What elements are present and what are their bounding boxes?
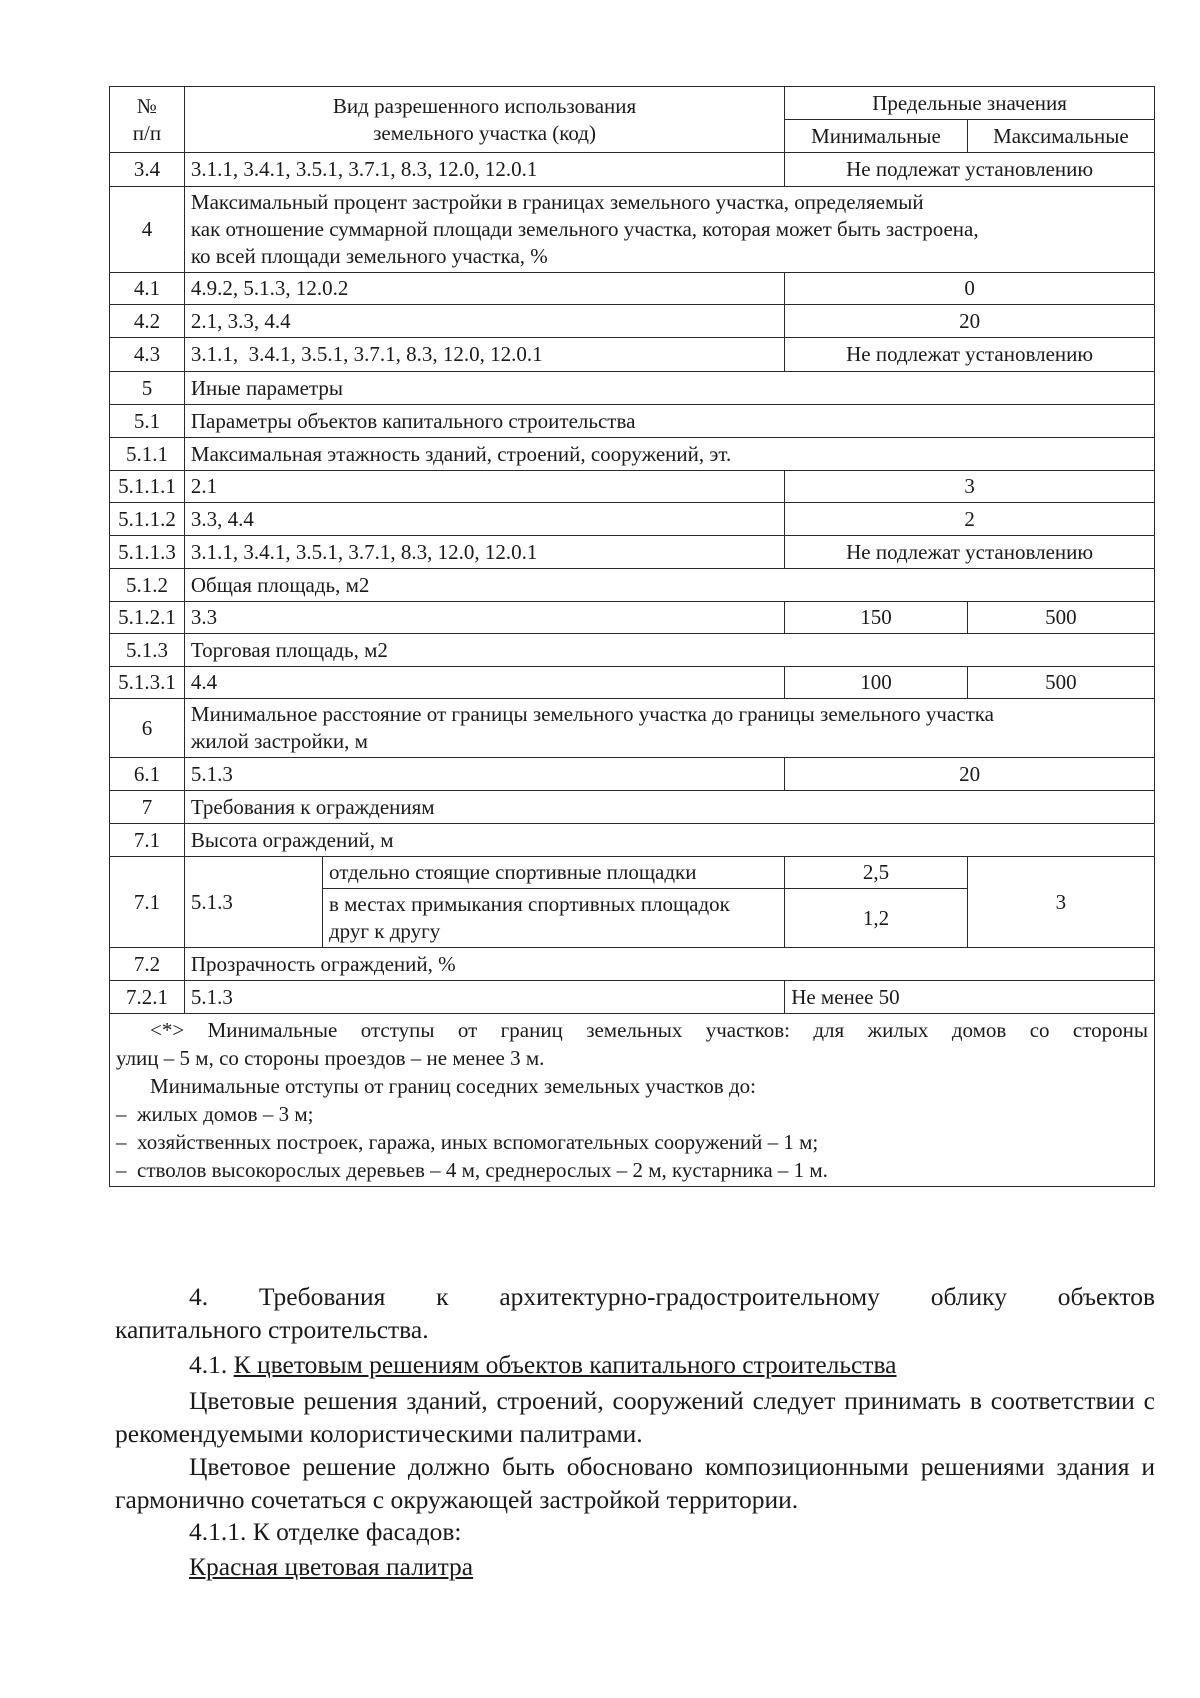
row-num: 7.2.1 (110, 981, 185, 1014)
row-code: 2.1, 3.3, 4.4 (184, 305, 784, 338)
row-text: Минимальное расстояние от границы земельного участка до границы земельного участка жилой застройки, м (184, 699, 1154, 758)
note-line: <*> Минимальные отступы от границ земельных участков: для жилых домов со стороны (150, 1018, 1148, 1042)
row-num: 4.1 (110, 273, 185, 305)
row-value: 2 (785, 503, 1155, 536)
header-kind: Вид разрешенного использования земельного участка (код) (184, 87, 784, 153)
row-value: 20 (785, 758, 1155, 791)
row-code: 3.1.1, 3.4.1, 3.5.1, 3.7.1, 8.3, 12.0, 12.0.1 (184, 153, 784, 187)
subsection-4-1-title: К цветовым решениям объектов капитального строительства (233, 1350, 897, 1379)
paragraph-color-solutions: Цветовые решения зданий, строений, сооружений следует принимать в соответствии с рекомендуемыми колористическими палитрами. (115, 1386, 1155, 1448)
row-value: Не менее 50 (785, 981, 1155, 1014)
table-row (110, 602, 1155, 634)
note-line: Минимальные отступы от границ соседних земельных участков до: (150, 1074, 756, 1098)
row-text: Максимальная этажность зданий, строений, сооружений, эт. (184, 438, 1154, 471)
row-max-value: 500 (967, 667, 1154, 699)
row-code: 5.1.3 (184, 758, 784, 791)
section-4-line-2: капитального строительства. (115, 1315, 429, 1344)
table-row (110, 503, 1155, 536)
table-row (110, 824, 1155, 857)
palette-title-text: Красная цветовая палитра (189, 1552, 474, 1581)
row-num: 5.1.1.3 (110, 536, 185, 569)
row-value: Не подлежат установлению (785, 338, 1155, 372)
row-min-value: 150 (785, 602, 968, 634)
row-text: Иные параметры (184, 372, 1154, 405)
row-num: 7.2 (110, 948, 185, 981)
row-num: 5.1.3 (110, 634, 185, 667)
note-line: улиц – 5 м, со стороны проездов – не менее 3 м. (116, 1046, 545, 1070)
row-num: 5.1.1.2 (110, 503, 185, 536)
table-row (110, 536, 1155, 569)
table-row (110, 338, 1155, 372)
row-num: 4.2 (110, 305, 185, 338)
table-row (110, 981, 1155, 1014)
row-text: Торговая площадь, м2 (184, 634, 1154, 667)
table-row (110, 667, 1155, 699)
row-num: 5.1.3.1 (110, 667, 185, 699)
row-num: 5.1.1 (110, 438, 185, 471)
row-num: 5.1.2.1 (110, 602, 185, 634)
row-num: 5.1.2 (110, 569, 185, 602)
row-value: 3 (785, 471, 1155, 503)
row-subtype: отдельно стоящие спортивные площадки (322, 857, 784, 889)
row-text: Общая площадь, м2 (184, 569, 1154, 602)
table-row (110, 758, 1155, 791)
note-line: – жилых домов – 3 м; (116, 1102, 314, 1126)
row-num: 5.1.1.1 (110, 471, 185, 503)
subsection-4-1-number: 4.1. (189, 1350, 234, 1379)
table-row (110, 634, 1155, 667)
note-line: – стволов высокорослых деревьев – 4 м, среднерослых – 2 м, кустарника – 1 м. (116, 1158, 828, 1182)
header-max: Максимальные (967, 120, 1154, 153)
table-row (110, 187, 1155, 273)
row-min-value: 1,2 (785, 889, 968, 948)
subsection-4-1-heading (115, 1348, 1155, 1381)
section-4-heading (115, 1280, 1155, 1346)
row-code: 3.1.1, 3.4.1, 3.5.1, 3.7.1, 8.3, 12.0, 12.0.1 (184, 536, 784, 569)
row-text: Параметры объектов капитального строительства (184, 405, 1154, 438)
row-num: 3.4 (110, 153, 185, 187)
row-code: 4.9.2, 5.1.3, 12.0.2 (184, 273, 784, 305)
table-row (110, 372, 1155, 405)
row-code: 5.1.3 (184, 857, 322, 948)
table-row (110, 405, 1155, 438)
row-value: 20 (785, 305, 1155, 338)
table-row (110, 153, 1155, 187)
row-num: 7 (110, 791, 185, 824)
table-row (110, 438, 1155, 471)
row-num: 6 (110, 699, 185, 758)
table-row (110, 791, 1155, 824)
row-text: Требования к ограждениям (184, 791, 1154, 824)
subsection-4-1-1-heading: 4.1.1. К отделке фасадов: (189, 1517, 462, 1546)
row-code: 5.1.3 (184, 981, 784, 1014)
table-header-row (110, 87, 1155, 120)
header-limits: Предельные значения (785, 87, 1155, 120)
row-text: Максимальный процент застройки в границах земельного участка, определяемый как отношение суммарной площади земельного участка, которая может быть застроена, ко всей площади земельного участка, % (184, 187, 1154, 273)
row-num: 7.1 (110, 824, 185, 857)
row-code: 4.4 (184, 667, 784, 699)
table-notes-row (110, 1014, 1155, 1187)
table-row (110, 569, 1155, 602)
row-num: 7.1 (110, 857, 185, 948)
table-notes (110, 1014, 1155, 1187)
row-num: 4 (110, 187, 185, 273)
table-row (110, 857, 1155, 889)
row-code: 3.3, 4.4 (184, 503, 784, 536)
row-value: Не подлежат установлению (785, 153, 1155, 187)
row-num: 5 (110, 372, 185, 405)
row-subtype: в местах примыкания спортивных площадок друг к другу (322, 889, 784, 948)
row-min-value: 100 (785, 667, 968, 699)
row-value: 0 (785, 273, 1155, 305)
table-row (110, 273, 1155, 305)
section-4-line-1: 4. Требования к архитектурно-градостроительному облику объектов (189, 1282, 1155, 1311)
row-max-value: 500 (967, 602, 1154, 634)
note-line: – хозяйственных построек, гаража, иных вспомогательных сооружений – 1 м; (116, 1130, 819, 1154)
row-num: 6.1 (110, 758, 185, 791)
row-code: 3.3 (184, 602, 784, 634)
palette-title (115, 1550, 1155, 1583)
row-min-value: 2,5 (785, 857, 968, 889)
row-code: 2.1 (184, 471, 784, 503)
header-min: Минимальные (785, 120, 968, 153)
row-code: 3.1.1, 3.4.1, 3.5.1, 3.7.1, 8.3, 12.0, 12.0.1 (184, 338, 784, 372)
row-text: Прозрачность ограждений, % (184, 948, 1154, 981)
table-row (110, 699, 1155, 758)
paragraph-color-composition: Цветовое решение должно быть обосновано композиционными решениями здания и гармонично сочетаться с окружающей застройкой территории. (115, 1452, 1155, 1514)
row-num: 4.3 (110, 338, 185, 372)
table-row (110, 471, 1155, 503)
table-row (110, 948, 1155, 981)
row-text: Высота ограждений, м (184, 824, 1154, 857)
row-max-value: 3 (967, 857, 1154, 948)
header-num: № п/п (110, 87, 185, 153)
regulations-table (109, 86, 1155, 1187)
row-num: 5.1 (110, 405, 185, 438)
table-row (110, 305, 1155, 338)
row-value: Не подлежат установлению (785, 536, 1155, 569)
